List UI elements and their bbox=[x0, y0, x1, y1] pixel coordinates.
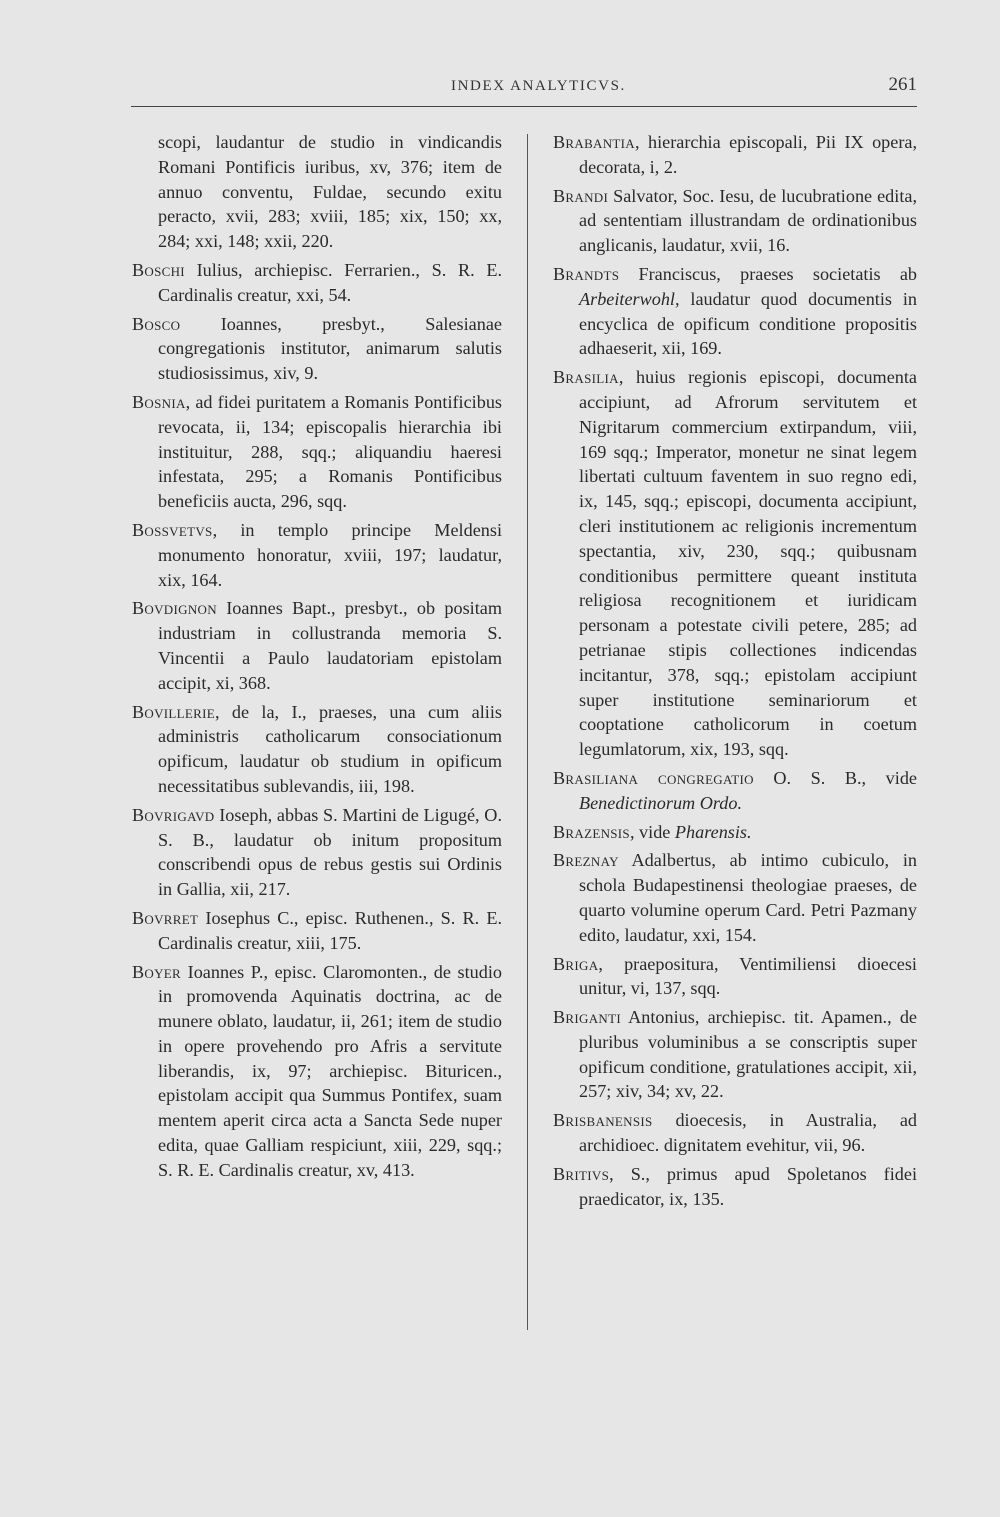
index-entry bbox=[132, 130, 502, 254]
running-header bbox=[131, 76, 917, 100]
entry-text: , ad fidei puritatem a Romanis Pontificibus revocata, ii, 134; episcopalis hierarchia ibi instituitur, 288, sqq.; aliquandiu haeresi infestata, 295; a Romanis Pontificibus beneficiis aucta, 296, sqq. bbox=[158, 391, 502, 512]
index-entry bbox=[132, 803, 502, 902]
entry-italic-text: Pharensis. bbox=[674, 821, 752, 842]
entry-headword: Bossvetvs bbox=[132, 519, 213, 540]
entry-text: Franciscus, praeses societatis ab bbox=[619, 263, 917, 284]
index-entry bbox=[553, 1005, 917, 1104]
index-entry bbox=[553, 952, 917, 1002]
index-entry bbox=[132, 312, 502, 386]
entry-tail-text: laudatur quod documentis in encyclica de opificum conditione propositis adhaeserit, xii, 169. bbox=[579, 288, 917, 359]
entry-text: Antonius, archiepisc. tit. Apamen., de pluribus voluminibus a se conscriptis super opificum conditione, gratulationes accipit, xii, 257; xiv, 34; xv, 22. bbox=[579, 1007, 917, 1102]
entry-headword: Britivs bbox=[553, 1163, 610, 1184]
index-entry bbox=[553, 130, 917, 180]
entry-headword: Brasiliana congregatio bbox=[553, 767, 754, 788]
entry-headword: Brazensis bbox=[553, 821, 630, 842]
entry-text: Ioannes, presbyt., Salesianae congregationis institutor, animarum salutis studiosissimus, xiv, 9. bbox=[158, 313, 502, 384]
index-entry bbox=[553, 262, 917, 361]
entry-text: Iosephus C., episc. Ruthenen., S. R. E. Cardinalis creatur, xiii, 175. bbox=[158, 907, 502, 953]
entry-headword: Bovdignon bbox=[132, 598, 217, 619]
entry-italic-text: Benedictinorum Ordo. bbox=[579, 792, 742, 813]
entry-headword: Bosco bbox=[132, 313, 181, 334]
index-entry bbox=[553, 365, 917, 762]
index-entry bbox=[132, 258, 502, 308]
index-entry bbox=[553, 820, 917, 845]
entry-headword: Bovrigavd bbox=[132, 804, 215, 825]
left-column bbox=[132, 130, 502, 1187]
entry-text: Ioannes P., episc. Claromonten., de studio in promovenda Aquinatis doctrina, ac de munere oblato, laudatur, ii, 261; item de studio in opere provehendo pro Afris a servitute liberandis, ix, 97; archiepisc. Bituricen., epistolam accipit qua Summus Pontifex, suam mentem aperit circa acta a Sancta Sede nuper edita, quae Galliam respiciunt, xiii, 229, sqq.; S. R. E. Cardinalis creatur, xv, 413. bbox=[158, 961, 502, 1180]
entry-headword: Bovillerie bbox=[132, 701, 215, 722]
index-entry bbox=[132, 596, 502, 695]
index-entry bbox=[132, 960, 502, 1183]
entry-text: Ioannes Bapt., presbyt., ob positam industriam in collustranda memoria S. Vincentii a Paulo laudatoriam epistolam accipit, xi, 368. bbox=[158, 598, 502, 693]
entry-text: dioecesis, in Australia, ad archidioec. dignitatem evehitur, vii, 96. bbox=[579, 1110, 917, 1156]
entry-text: , huius regionis episcopi, documenta accipiunt, ad Afrorum servitutem et Nigritarum commercium extirpandum, viii, 169 sqq.; Imperator, monetur ne sinat legem libertati cultuum faventem in suo regno edi, ix, 145, sqq.; episcopi, documenta accipiunt, cleri institutionem ac religionis incrementum spectantia, xiv, 230, sqq.; quibusnam conditionibus permittere queant instituta religiosa recognitionem et iuridicam personam a potestate civili petere, 285; ad petrianae stipis collectiones indicendas incitantur, 378, sqq.; epistolam accipiunt super institutione seminariorum et cooptatione catholicorum in coetum legumlatorum, xix, 193, sqq. bbox=[579, 367, 917, 760]
entry-headword: Briga bbox=[553, 953, 599, 974]
entry-text: , in templo principe Meldensi monumento honoratur, xviii, 197; laudatur, xix, 164. bbox=[158, 519, 502, 590]
entry-text: Adalbertus, ab intimo cubiculo, in schola Budapestinensi theologiae praeses, de quarto volumine operum Card. Petri Pazmany edito, laudatur, xxi, 154. bbox=[579, 850, 917, 945]
entry-text: Ioseph, abbas S. Martini de Ligugé, O. S. B., laudatur ob initum propositum conscribendi opus de rebus gestis sui Ordinis in Gallia, xii, 217. bbox=[158, 804, 502, 900]
index-entry bbox=[553, 1108, 917, 1158]
entry-headword: Boyer bbox=[132, 961, 182, 982]
header-rule bbox=[131, 106, 917, 107]
entry-headword: Brasilia bbox=[553, 367, 619, 388]
entry-headword: Brandi bbox=[553, 185, 609, 206]
index-entry bbox=[132, 518, 502, 592]
right-column bbox=[553, 130, 917, 1215]
index-entry bbox=[553, 184, 917, 258]
entry-headword: Breznay bbox=[553, 850, 619, 871]
column-divider bbox=[527, 134, 528, 1330]
entry-headword: Brisbanensis bbox=[553, 1110, 653, 1131]
entry-text: , de la, I., praeses, una cum aliis administris catholicarum consociationum opificum, laudatur ob studium in opificum necessitatibus sublevandis, iii, 198. bbox=[158, 701, 502, 796]
index-entry bbox=[132, 390, 502, 514]
entry-text: , S., primus apud Spoletanos fidei praedicator, ix, 135. bbox=[579, 1163, 917, 1209]
entry-text: O. S. B., vide bbox=[753, 767, 917, 788]
entry-text: scopi, laudantur de studio in vindicandis Romani Pontificis iuribus, xv, 376; item de annuo conventu, Fuldae, secundo exitu peracto, xvii, 283; xviii, 185; xix, 150; xx, 284; xxi, 148; xxii, 220. bbox=[158, 132, 502, 252]
entry-text: Iulius, archiepisc. Ferrarien., S. R. E. Cardinalis creatur, xxi, 54. bbox=[158, 259, 502, 305]
page-number: 261 bbox=[888, 74, 917, 95]
entry-headword: Bovrret bbox=[132, 907, 199, 928]
index-entry bbox=[132, 700, 502, 799]
running-title: INDEX ANALYTICVS. bbox=[451, 78, 626, 94]
entry-headword: Brandts bbox=[553, 263, 620, 284]
entry-headword: Briganti bbox=[553, 1007, 621, 1028]
index-entry bbox=[553, 848, 917, 947]
entry-headword: Boschi bbox=[132, 259, 185, 280]
entry-italic-text: Arbeiterwohl, bbox=[579, 288, 680, 309]
entry-headword: Bosnia bbox=[132, 391, 186, 412]
entry-text: Salvator, Soc. Iesu, de lucubratione edita, ad sententiam illustrandam de ordinationibus anglicanis, laudatur, xvii, 16. bbox=[579, 185, 917, 256]
index-entry bbox=[553, 1162, 917, 1212]
entry-text: , hierarchia episcopali, Pii IX opera, decorata, i, 2. bbox=[579, 132, 917, 177]
entry-headword: Brabantia bbox=[553, 132, 635, 152]
entry-text: , praepositura, Ventimiliensi dioecesi unitur, vi, 137, sqq. bbox=[579, 953, 917, 999]
entry-text: , vide bbox=[629, 821, 675, 842]
index-entry bbox=[132, 906, 502, 956]
index-entry bbox=[553, 766, 917, 816]
